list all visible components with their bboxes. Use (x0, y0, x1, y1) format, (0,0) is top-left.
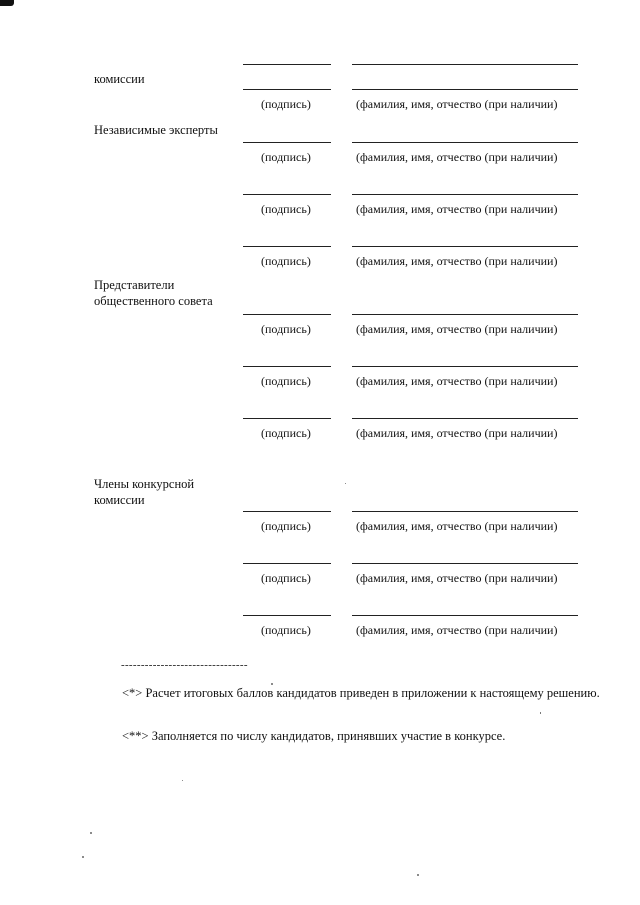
name-line (352, 64, 578, 65)
name-line (352, 511, 578, 512)
signature-caption: (подпись) (261, 519, 311, 533)
scan-speck (82, 856, 84, 858)
signature-caption: (подпись) (261, 623, 311, 637)
footnote-1: <*> Расчет итоговых баллов кандидатов приведен в приложении к настоящему решению. (122, 686, 600, 700)
name-line (352, 194, 578, 195)
name-caption: (фамилия, имя, отчество (при наличии) (356, 426, 558, 440)
name-line (352, 89, 578, 90)
signature-line (243, 563, 331, 564)
signature-line (243, 89, 331, 90)
signature-caption: (подпись) (261, 97, 311, 111)
section-label-commission: комиссии (94, 72, 145, 86)
name-caption: (фамилия, имя, отчество (при наличии) (356, 150, 558, 164)
scan-speck (417, 874, 419, 876)
section-label-council: Представители общественного совета (94, 278, 213, 308)
scan-speck (90, 832, 92, 834)
scan-speck (271, 683, 273, 685)
signature-caption: (подпись) (261, 322, 311, 336)
signature-line (243, 142, 331, 143)
corner-mark (0, 0, 14, 6)
footnote-separator: -------------------------------- (121, 659, 248, 671)
scan-speck (182, 780, 183, 781)
name-line (352, 246, 578, 247)
signature-caption: (подпись) (261, 426, 311, 440)
signature-caption: (подпись) (261, 374, 311, 388)
signature-line (243, 64, 331, 65)
signature-line (243, 366, 331, 367)
signature-caption: (подпись) (261, 202, 311, 216)
signature-caption: (подпись) (261, 254, 311, 268)
scan-speck (345, 483, 346, 484)
signature-line (243, 511, 331, 512)
signature-line (243, 314, 331, 315)
name-line (352, 418, 578, 419)
name-line (352, 615, 578, 616)
name-caption: (фамилия, имя, отчество (при наличии) (356, 374, 558, 388)
name-caption: (фамилия, имя, отчество (при наличии) (356, 623, 558, 637)
name-caption: (фамилия, имя, отчество (при наличии) (356, 322, 558, 336)
footnote-2: <**> Заполняется по числу кандидатов, принявших участие в конкурсе. (122, 729, 506, 743)
signature-caption: (подпись) (261, 571, 311, 585)
scan-speck (540, 712, 541, 714)
name-line (352, 563, 578, 564)
name-caption: (фамилия, имя, отчество (при наличии) (356, 202, 558, 216)
name-caption: (фамилия, имя, отчество (при наличии) (356, 254, 558, 268)
name-line (352, 142, 578, 143)
signature-line (243, 418, 331, 419)
signature-line (243, 194, 331, 195)
name-line (352, 366, 578, 367)
name-caption: (фамилия, имя, отчество (при наличии) (356, 97, 558, 111)
name-line (352, 314, 578, 315)
section-label-experts: Независимые эксперты (94, 123, 218, 137)
name-caption: (фамилия, имя, отчество (при наличии) (356, 519, 558, 533)
name-caption: (фамилия, имя, отчество (при наличии) (356, 571, 558, 585)
signature-line (243, 615, 331, 616)
signature-caption: (подпись) (261, 150, 311, 164)
signature-line (243, 246, 331, 247)
section-label-members: Члены конкурсной комиссии (94, 477, 195, 507)
